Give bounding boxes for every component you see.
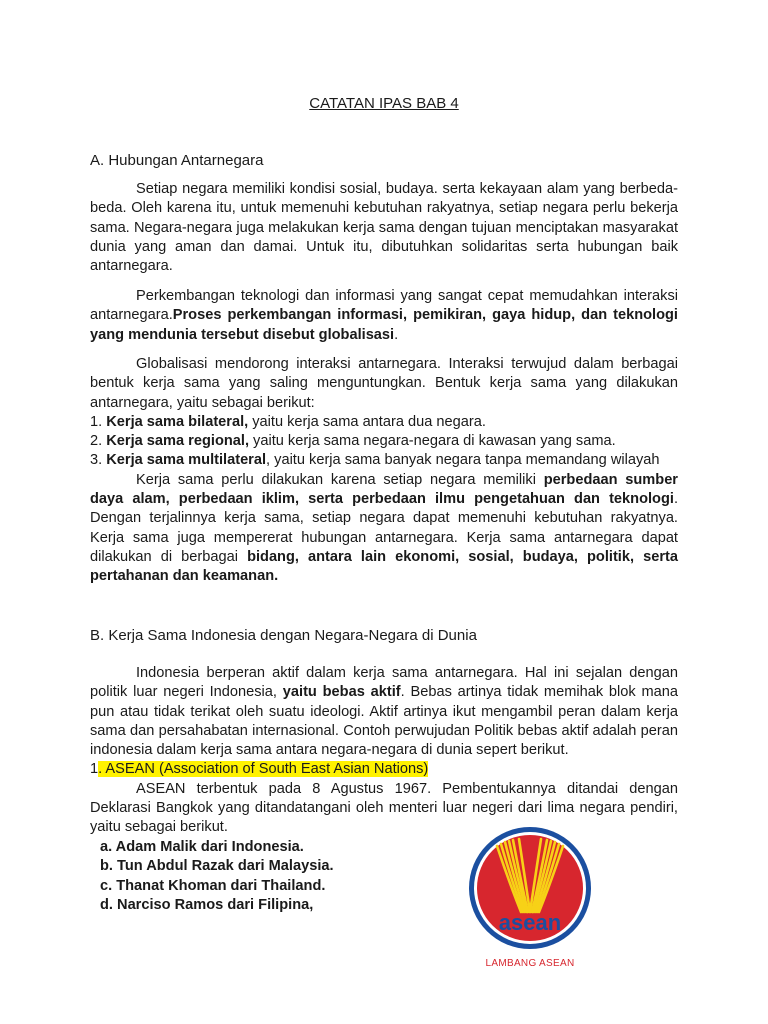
document-title: CATATAN IPAS BAB 4 bbox=[309, 95, 459, 112]
logo-text: asean bbox=[498, 910, 562, 935]
paragraph-text-bold: yaitu bebas aktif bbox=[282, 684, 401, 701]
list-number: 2. bbox=[90, 433, 107, 450]
asean-item bbox=[90, 760, 678, 779]
founder-item: c. Thanat Khoman dari Thailand. bbox=[100, 877, 326, 894]
paragraph-text-end: . bbox=[394, 326, 399, 343]
founder-item: d. Narciso Ramos dari Filipina, bbox=[100, 896, 314, 913]
paragraph-text bbox=[90, 471, 678, 587]
asean-logo-image bbox=[467, 822, 593, 972]
list-term: Kerja sama bilateral, bbox=[106, 413, 249, 430]
paragraph-text-plain: Indonesia berperan aktif dalam kerja sama antarnegara. Hal ini sejalan dengan politik luar negeri Indonesia, bbox=[90, 665, 678, 701]
paragraph-text: Setiap negara memiliki kondisi sosial, budaya. serta kekayaan alam yang berbeda-beda. Oleh karena itu, untuk memenuhi kebutuhan rakyatnya, setiap negara perlu bekerja sama. Negara-negara juga melakukan kerja sama dengan tujuan menciptakan masyarakat dunia yang aman dan damai. Untuk itu, dibutuhkan solidaritas serta hubungan baik antarnegara. bbox=[90, 181, 678, 275]
list-number: 1. bbox=[90, 413, 107, 430]
founders-list bbox=[100, 838, 334, 915]
globalisasi-definition: Proses perkembangan informasi, pemikiran, gaya hidup, dan teknologi yang mendunia tersebut disebut globalisasi bbox=[90, 307, 678, 343]
paragraph-text-bold: bidang, antara lain ekonomi, sosial, budaya, politik, serta pertahanan dan keamanan. bbox=[90, 548, 678, 585]
section-b-paragraph-1 bbox=[90, 664, 678, 838]
list-term: Kerja sama multilateral bbox=[106, 452, 267, 469]
founder-item: a. Adam Malik dari Indonesia. bbox=[100, 839, 304, 855]
list-item-regional bbox=[90, 432, 678, 451]
paragraph-text-plain: . Dengan terjalinnya kerja sama, setiap negara dapat memenuhi kebutuhan rakyatnya. Kerja sama juga mempererat hubungan antarnegara. Kerja sama antarnegara dapat dilakukan di berbagai bbox=[90, 491, 678, 565]
paragraph-text bbox=[90, 664, 678, 760]
section-a-paragraph-1 bbox=[90, 180, 678, 276]
paragraph-text bbox=[90, 287, 678, 345]
section-b-heading: B. Kerja Sama Indonesia dengan Negara-Negara di Dunia bbox=[90, 627, 477, 644]
paragraph-text-plain: Kerja sama perlu dilakukan karena setiap negara memiliki bbox=[136, 471, 544, 488]
list-number: 3. bbox=[90, 452, 107, 469]
paragraph-text: Globalisasi mendorong interaksi antarnegara. Interaksi terwujud dalam berbagai bentuk kerja sama yang saling menguntungkan. Bentuk kerja sama yang dilakukan antarnegara, yaitu sebagai berikut: bbox=[90, 356, 678, 411]
asean-highlighted-title: . ASEAN (Association of South East Asian Nations) bbox=[98, 761, 429, 778]
section-a-paragraph-2 bbox=[90, 287, 678, 345]
list-item-multilateral bbox=[90, 451, 678, 470]
list-term: Kerja sama regional, bbox=[106, 433, 249, 450]
paragraph-text-plain: Perkembangan teknologi dan informasi yang sangat cepat memudahkan interaksi antarnegara. bbox=[90, 288, 678, 324]
list-description: , yaitu kerja sama banyak negara tanpa memandang wilayah bbox=[266, 452, 660, 469]
list-description: yaitu kerja sama negara-negara di kawasan yang sama. bbox=[249, 433, 616, 450]
list-number: 1 bbox=[90, 761, 99, 778]
section-a-heading: A. Hubungan Antarnegara bbox=[90, 152, 264, 169]
founder-item: b. Tun Abdul Razak dari Malaysia. bbox=[100, 858, 334, 875]
paragraph-text-bold: perbedaan sumber daya alam, perbedaan iklim, serta perbedaan ilmu pengetahuan dan teknologi bbox=[90, 471, 678, 508]
list-item-bilateral bbox=[90, 413, 678, 432]
paragraph-text-plain: . Bebas artinya tidak memihak blok mana pun atau tidak terikat oleh suatu ideologi. Aktif artinya ikut mengambil peran dalam kerja sama dan persahabatan internasional. Contoh perwujudan Politik bebas aktif adalah peran indonesia dalam kerja sama antara negara-negara di dunia sepert berikut. bbox=[90, 684, 679, 759]
paragraph-text: ASEAN terbentuk pada 8 Agustus 1967. Pembentukannya ditandai dengan Deklarasi Bangkok yang ditandatangani oleh menteri luar negeri dari lima negara pendiri, yaitu sebagai berikut. bbox=[90, 780, 678, 836]
section-a-paragraph-3 bbox=[90, 355, 678, 587]
list-description: yaitu kerja sama antara dua negara. bbox=[248, 413, 486, 430]
logo-caption: LAMBANG ASEAN bbox=[485, 958, 575, 969]
